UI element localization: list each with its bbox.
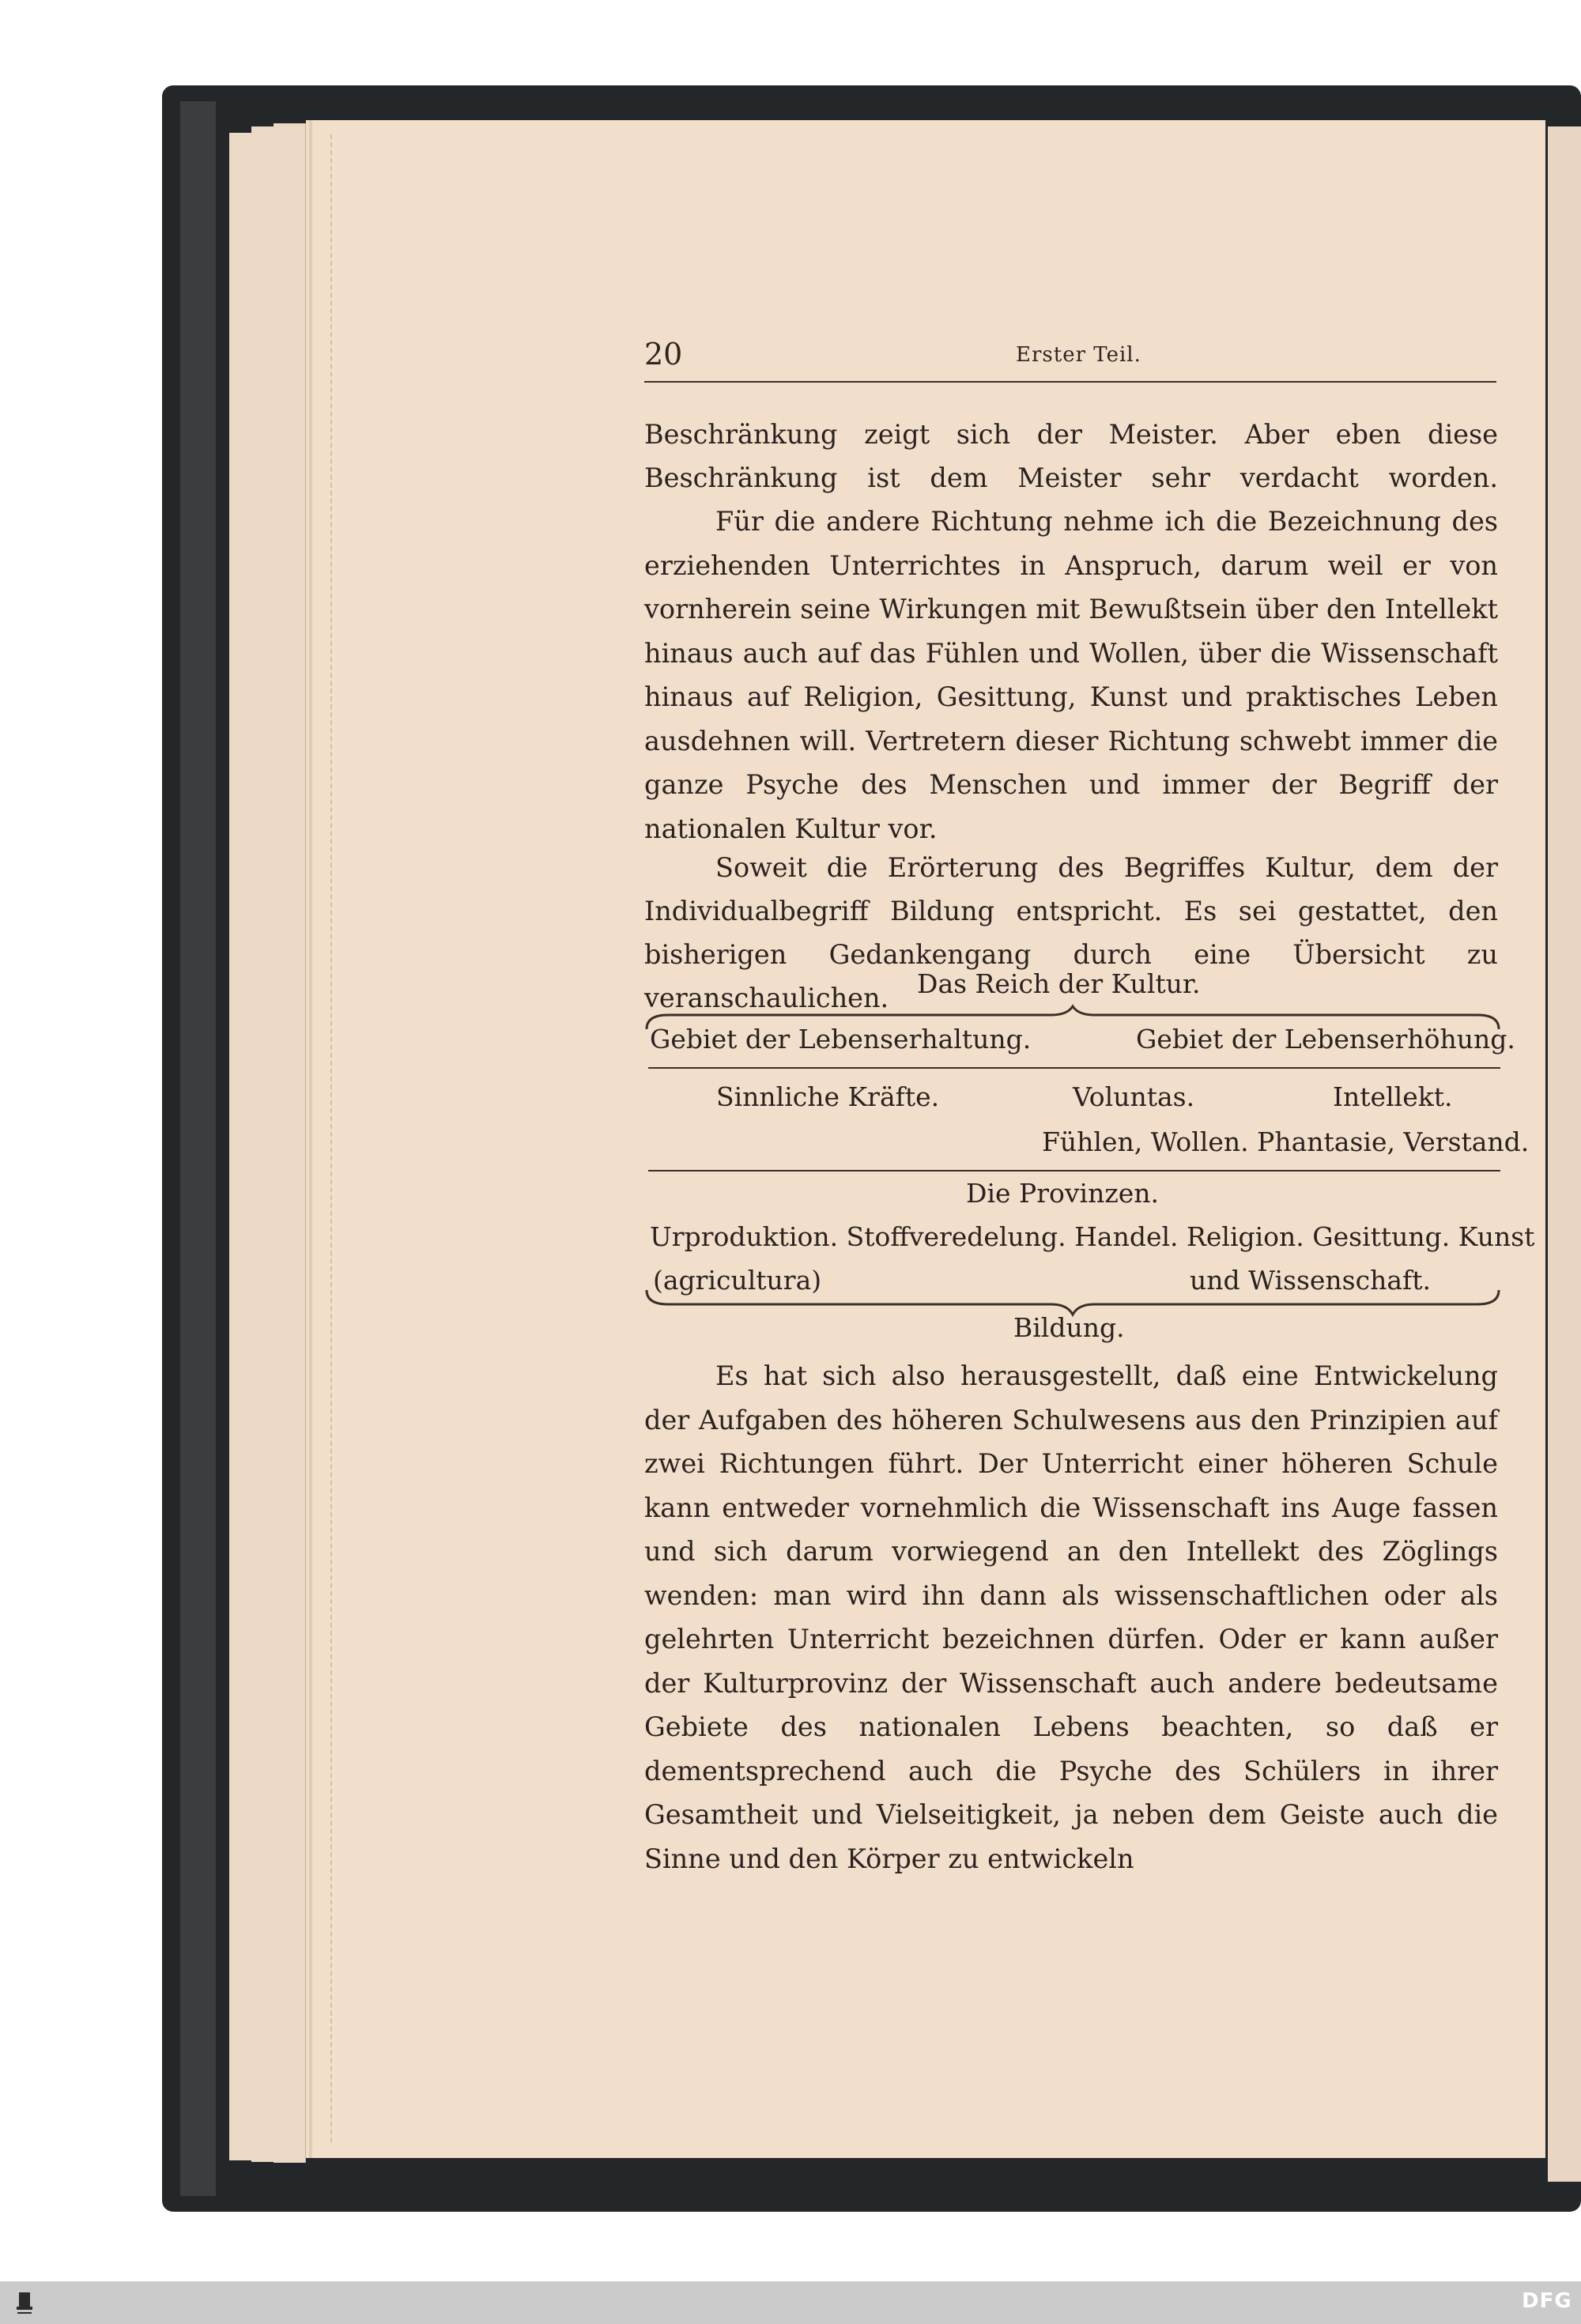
running-head: Erster Teil. (1016, 343, 1141, 367)
force-subitems: Fühlen, Wollen. Phantasie, Verstand. (1042, 1126, 1530, 1157)
next-page-edge (1548, 126, 1581, 2182)
paragraph-2: Für die andere Richtung nehme ich die Bezeichnung des erziehenden Unterrichtes in Anspruch, darum weil er von vornherein seine Wirkungen mit Bewußtsein über den Intellekt hinaus auch auf das Fühlen und Wollen, über die Wissenschaft hinaus auf Religion, Gesittung, Kunst und praktisches Leben ausdehnen will. Vertretern dieser Richtung schwebt immer die ganze Psyche des Menschen und immer der Begriff der nationalen Kultur vor. (644, 506, 1498, 844)
area-elevation: Gebiet der Lebenserhöhung. (1136, 1024, 1515, 1054)
diagram-result: Bildung. (1013, 1312, 1125, 1343)
page-stack (274, 123, 306, 2163)
force-intellect: Intellekt. (1333, 1081, 1453, 1112)
paragraph-4: Es hat sich also herausgestellt, daß eine Entwickelung der Aufgaben des höheren Schulwesens aus den Prinzipien auf zwei Richtungen führt. Der Unterricht einer höheren Schule kann entweder vornehmlich die Wissenschaft ins Auge fassen und sich darum vorwiegend an den Intellekt des Zöglings wenden: man wird ihn dann als wissenschaftlichen oder als gelehrten Unterricht bezeichnen dürfen. Oder er kann außer der Kulturprovinz der Wissenschaft auch andere bedeutsame Gebiete des nationalen Lebens beachten, so daß er dementsprechend auch die Psyche des Schülers in ihrer Gesamtheit und Vielseitigkeit, ja neben dem Geiste auch die Sinne und den Körper zu entwickeln (644, 1360, 1498, 1874)
area-maintenance: Gebiet der Lebenserhaltung. (650, 1024, 1032, 1054)
provinces-agricultura: (agricultura) (653, 1265, 822, 1296)
book-spine-edge (180, 101, 216, 2196)
page-header (644, 337, 1496, 383)
diagram-title: Das Reich der Kultur. (917, 968, 1201, 999)
provinces-list: Urproduktion. Stoffveredelung. Handel. Religion. Gesittung. Kunst (650, 1221, 1535, 1252)
paragraph-1: Beschränkung zeigt sich der Meister. Aber eben diese Beschränkung ist dem Meister sehr verdacht worden. (644, 419, 1498, 493)
viewer-footer-bar (0, 2281, 1581, 2324)
force-voluntas: Voluntas. (1073, 1081, 1195, 1112)
force-senses: Sinnliche Kräfte. (716, 1081, 940, 1112)
deckle-edge (330, 134, 356, 2142)
provinces-title: Die Provinzen. (966, 1178, 1159, 1209)
divider-rule (648, 1067, 1500, 1069)
page-number: 20 (644, 337, 683, 372)
paragraph-3: Soweit die Erörterung des Begriffes Kultur, dem der Individualbegriff Bildung entspricht. Es sei gestattet, den bisherigen Gedankengang durch eine Übersicht zu veranschaulichen. (644, 852, 1498, 1013)
library-logo-icon (14, 2289, 35, 2318)
provinces-science: und Wissenschaft. (1190, 1265, 1431, 1296)
dfg-logo: DFG (1522, 2289, 1572, 2313)
divider-rule (648, 1170, 1500, 1171)
